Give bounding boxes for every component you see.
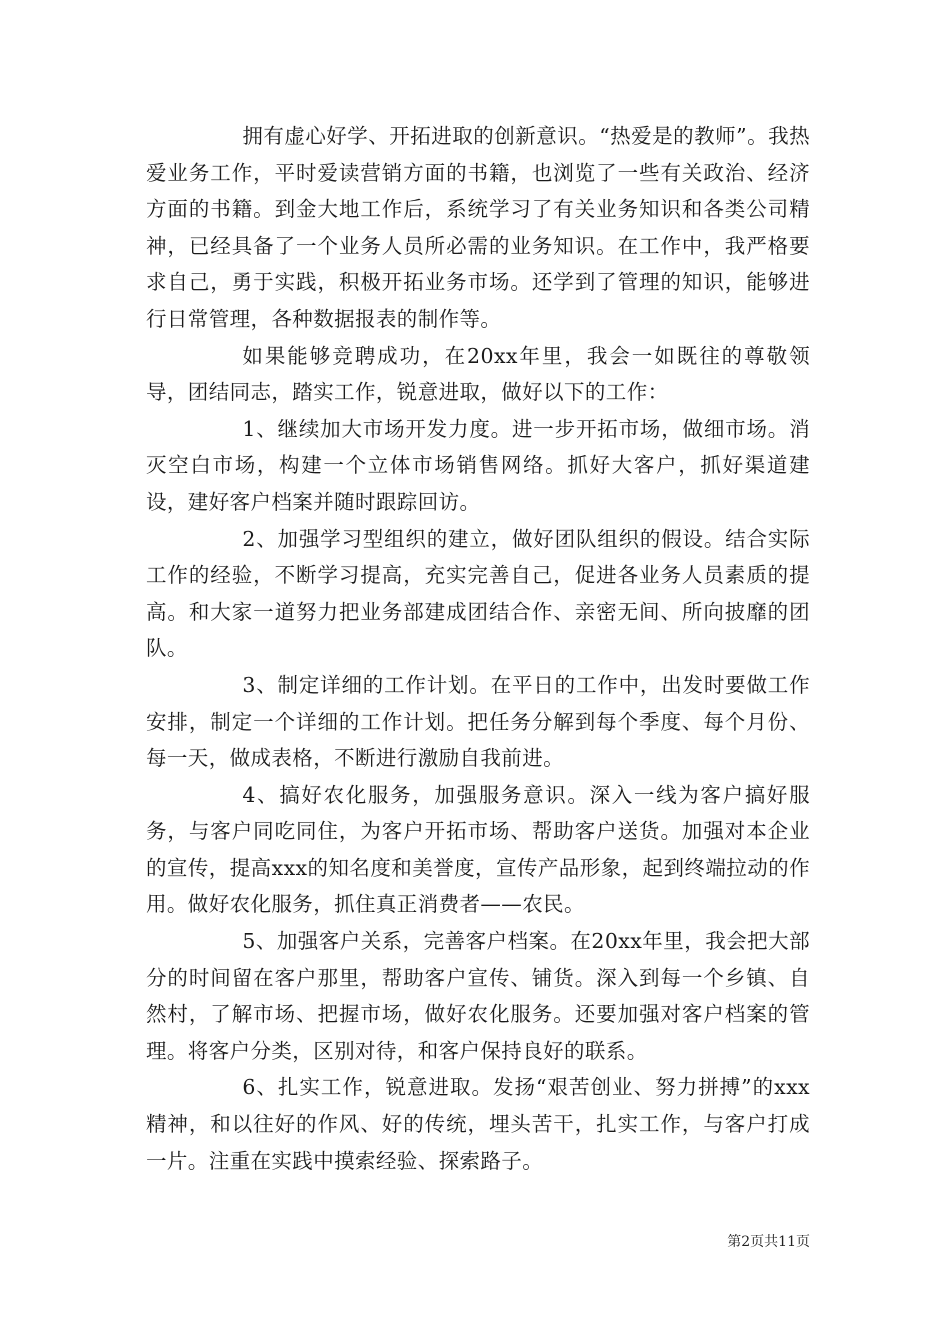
paragraph-item-6: 6、扎实工作，锐意进取。发扬“艰苦创业、努力拼搏”的xxx精神，和以往好的作风、好的传统，埋头苦干，扎实工作，与客户打成一片。注重在实践中摸索经验、探索路子。 — [146, 1075, 810, 1173]
paragraph-item-1: 1、继续加大市场开发力度。进一步开拓市场，做细市场。消灭空白市场，构建一个立体市场销售网络。抓好大客户，抓好渠道建设，建好客户档案并随时跟踪回访。 — [146, 416, 810, 514]
document-body — [146, 118, 810, 1179]
paragraph-innovation: 拥有虚心好学、开拓进取的创新意识。“热爱是的教师”。我热爱业务工作，平时爱读营销方面的书籍，也浏览了一些有关政治、经济方面的书籍。到金大地工作后，系统学习了有关业务知识和各类公司精神，已经具备了一个业务人员所必需的业务知识。在工作中，我严格要求自己，勇于实践，积极开拓业务市场。还学到了管理的知识，能够进行日常管理，各种数据报表的制作等。 — [146, 124, 810, 331]
page-number-footer: 第2页共11页 — [727, 1234, 810, 1250]
paragraph-item-5: 5、加强客户关系，完善客户档案。在20xx年里，我会把大部分的时间留在客户那里，帮助客户宣传、铺货。深入到每一个乡镇、自然村，了解市场、把握市场，做好农化服务。还要加强对客户档案的管理。将客户分类，区别对待，和客户保持良好的联系。 — [146, 929, 810, 1063]
paragraph-commitment: 如果能够竞聘成功，在20xx年里，我会一如既往的尊敬领导，团结同志，踏实工作，锐意进取，做好以下的工作： — [146, 343, 810, 405]
paragraph-item-3: 3、制定详细的工作计划。在平日的工作中，出发时要做工作安排，制定一个详细的工作计划。把任务分解到每个季度、每个月份、每一天，做成表格，不断进行激励自我前进。 — [146, 672, 810, 771]
paragraph-item-2: 2、加强学习型组织的建立，做好团队组织的假设。结合实际工作的经验，不断学习提高，充实完善自己，促进各业务人员素质的提高。和大家一道努力把业务部建成团结合作、亲密无间、所向披靡的团队。 — [146, 526, 810, 661]
paragraph-item-4: 4、搞好农化服务，加强服务意识。深入一线为客户搞好服务，与客户同吃同住，为客户开拓市场、帮助客户送货。加强对本企业的宣传，提高xxx的知名度和美誉度，宣传产品形象，起到终端拉动的作用。做好农化服务，抓住真正消费者——农民。 — [146, 782, 810, 917]
